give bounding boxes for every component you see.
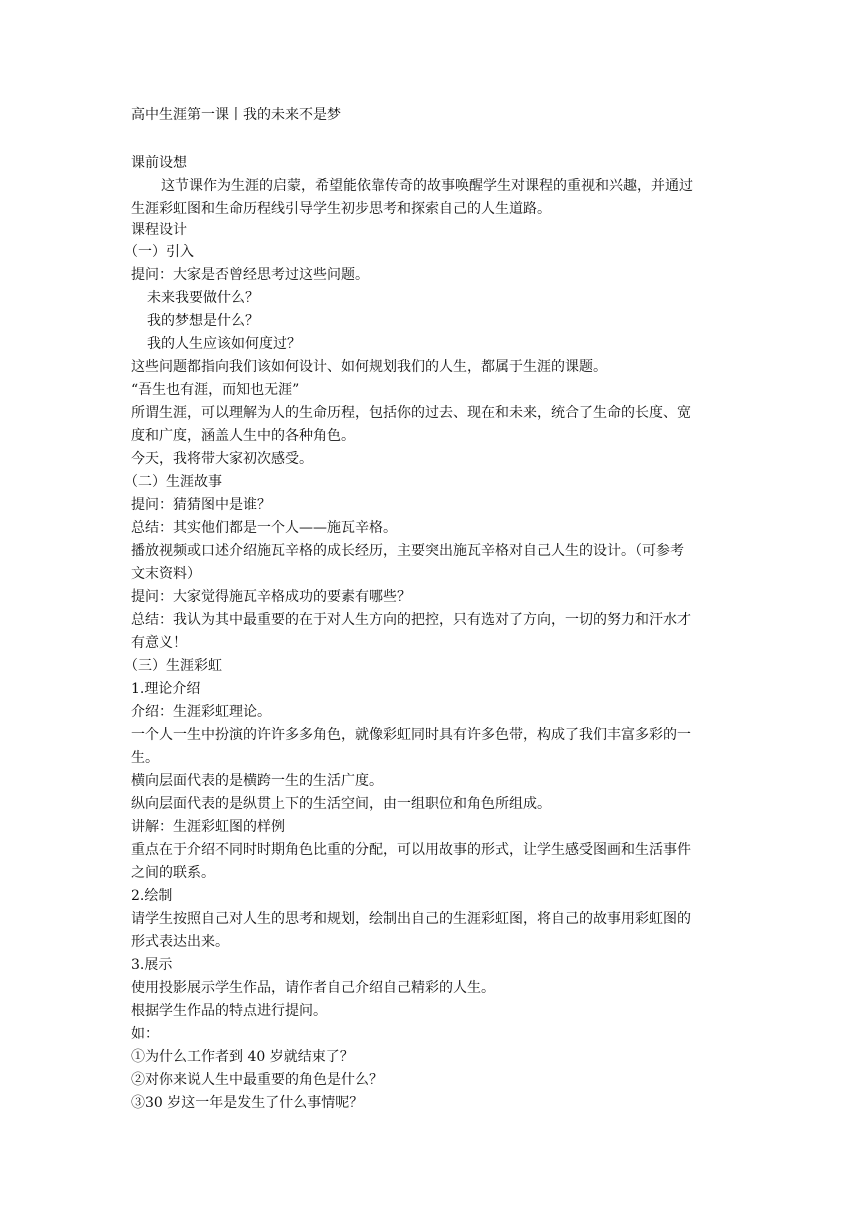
pre-heading: 课前设想 (131, 155, 187, 171)
section3-theory-e-line1: 重点在于介绍不同时时期角色比重的分配，可以用故事的形式，让学生感受图画和生活事件 (131, 842, 691, 858)
document-title: 高中生涯第一课丨我的未来不是梦 (131, 107, 341, 123)
section3-theory-e-line2: 之间的联系。 (131, 865, 215, 881)
section2-video-line1: 播放视频或口述介绍施瓦辛格的成长经历，主要突出施瓦辛格对自己人生的设计。（可参考 (131, 543, 684, 559)
section3-draw-line1: 请学生按照自己对人生的思考和规划，绘制出自己的生涯彩虹图，将自己的故事用彩虹图的 (131, 911, 691, 927)
section3-theory-b: 横向层面代表的是横跨一生的生活广度。 (131, 773, 383, 789)
section3-theory-intro: 介绍：生涯彩虹理论。 (131, 704, 271, 720)
section2-question-2: 提问：大家觉得施瓦辛格成功的要素有哪些？ (131, 589, 411, 605)
section2-summary-2-line1: 总结：我认为其中最重要的在于对人生方向的把控，只有选对了方向，一切的努力和汗水才 (131, 612, 691, 628)
section1-question-a: 未来我要做什么？ (147, 290, 259, 306)
section3-theory-heading: 1.理论介绍 (131, 681, 201, 697)
section2-summary: 总结：其实他们都是一个人——施瓦辛格。 (131, 520, 397, 536)
section3-show-f: ③30 岁这一年是发生了什么事情呢？ (131, 1095, 364, 1111)
pre-paragraph-line2: 生涯彩虹图和生命历程线引导学生初步思考和探索自己的人生道路。 (131, 201, 551, 217)
pre-paragraph-line1: 这节课作为生涯的启蒙，希望能依靠传奇的故事唤醒学生对课程的重视和兴趣，并通过 (161, 178, 693, 194)
section3-draw-line2: 形式表达出来。 (131, 934, 229, 950)
section2-question: 提问：猜猜图中是谁？ (131, 497, 271, 513)
section3-show-heading: 3.展示 (131, 957, 173, 973)
section1-question-c: 我的人生应该如何度过？ (147, 336, 301, 352)
section2-video-line2: 文末资料） (131, 566, 201, 582)
section2-summary-2-line2: 有意义！ (131, 635, 187, 651)
section3-show-a: 使用投影展示学生作品，请作者自己介绍自己精彩的人生。 (131, 980, 495, 996)
section1-text-3-line1: 所谓生涯，可以理解为人的生命历程，包括你的过去、现在和未来，统合了生命的长度、宽 (131, 405, 691, 421)
section1-text-4: 今天，我将带大家初次感受。 (131, 451, 313, 467)
section1-question: 提问：大家是否曾经思考过这些问题。 (131, 267, 369, 283)
section1-text-3-line2: 度和广度，涵盖人生中的各种角色。 (131, 428, 355, 444)
section1-text-1: 这些问题都指向我们该如何设计、如何规划我们的人生，都属于生涯的课题。 (131, 359, 607, 375)
section3-theory-c: 纵向层面代表的是纵贯上下的生活空间，由一组职位和角色所组成。 (131, 796, 551, 812)
section2-heading: （二）生涯故事 (124, 474, 222, 490)
section3-show-c: 如： (131, 1026, 159, 1042)
section3-show-b: 根据学生作品的特点进行提问。 (131, 1003, 327, 1019)
section3-theory-a-line1: 一个人一生中扮演的许许多多角色，就像彩虹同时具有许多色带，构成了我们丰富多彩的一 (131, 727, 691, 743)
section3-draw-heading: 2.绘制 (131, 888, 173, 904)
section1-question-b: 我的梦想是什么？ (147, 313, 259, 329)
section1-heading: （一）引入 (124, 244, 194, 260)
section3-show-d: ①为什么工作者到 40 岁就结束了？ (131, 1049, 354, 1065)
section3-show-e: ②对你来说人生中最重要的角色是什么？ (131, 1072, 383, 1088)
section1-quote: “吾生也有涯，而知也无涯” (131, 382, 300, 398)
section3-theory-d: 讲解：生涯彩虹图的样例 (131, 819, 285, 835)
section3-heading: （三）生涯彩虹 (124, 658, 222, 674)
design-heading: 课程设计 (131, 222, 187, 238)
section3-theory-a-line2: 生。 (131, 750, 159, 766)
